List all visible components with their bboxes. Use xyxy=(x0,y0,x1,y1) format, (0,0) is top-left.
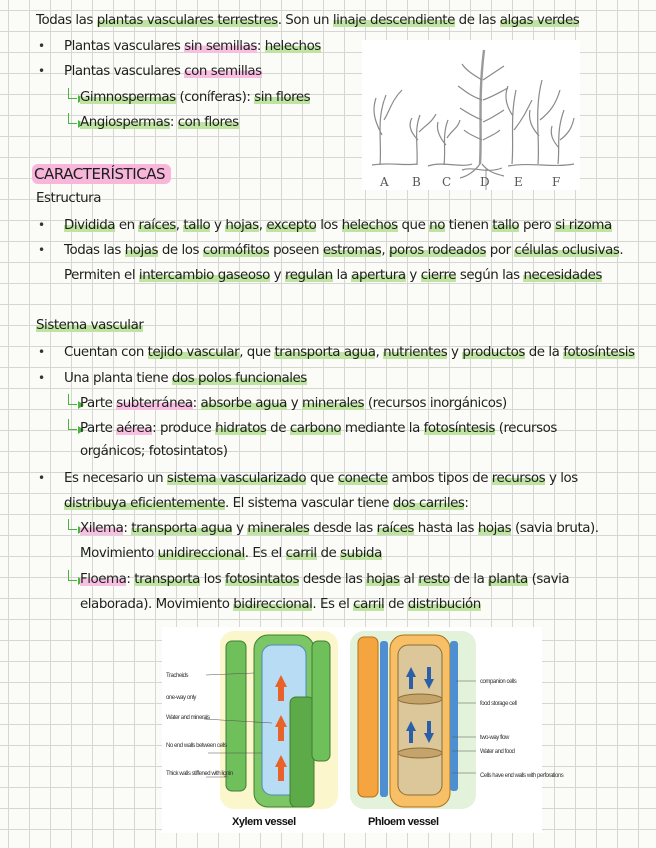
highlight: helechos xyxy=(341,218,398,233)
text: hasta las xyxy=(413,521,478,536)
bullet-icon: • xyxy=(38,471,45,485)
text: Todas las xyxy=(64,243,125,258)
text: y xyxy=(286,396,302,411)
highlight: transporta agua xyxy=(274,345,376,360)
figure-letter: F xyxy=(552,175,560,189)
highlight: apertura xyxy=(351,268,406,283)
bullet-icon: • xyxy=(38,218,45,232)
text: de xyxy=(266,421,290,436)
text: y xyxy=(405,268,421,283)
list-item xyxy=(64,470,578,488)
highlight: algas verdes xyxy=(499,13,580,28)
text: : xyxy=(123,521,132,536)
text: al xyxy=(399,572,419,587)
phloem-vessel-drawing xyxy=(358,635,458,807)
text: , xyxy=(375,345,384,360)
text: Todas las xyxy=(36,13,97,28)
subheading xyxy=(36,317,143,335)
text: (recursos inorgánicos) xyxy=(364,396,507,411)
highlight: poros rodeados xyxy=(388,243,486,258)
xylem-label: Water and minerals xyxy=(166,715,210,721)
text: (recursos xyxy=(494,421,557,436)
text: : xyxy=(192,396,201,411)
intro-line xyxy=(36,12,579,30)
text: : xyxy=(126,572,135,587)
bullet-icon: • xyxy=(38,371,45,385)
arrow-icon xyxy=(68,113,77,124)
text: Permiten el xyxy=(64,268,139,283)
text: : produce xyxy=(152,421,216,436)
highlight: no xyxy=(429,218,445,233)
figure-letter: A xyxy=(380,175,389,189)
highlight: planta xyxy=(488,572,528,587)
bullet-icon: • xyxy=(38,64,45,78)
list-item xyxy=(64,242,623,260)
list-item xyxy=(64,38,321,56)
text: , xyxy=(175,218,184,233)
text: la xyxy=(332,268,352,283)
text: Es necesario un xyxy=(64,471,167,486)
text: : xyxy=(464,496,469,511)
highlight: células oclusivas xyxy=(514,243,620,258)
vessel-figure xyxy=(162,627,564,833)
xylem-caption: Xylem vessel xyxy=(232,816,296,828)
highlight: sin flores xyxy=(254,90,311,105)
text: y xyxy=(232,521,248,536)
highlight: hojas xyxy=(366,572,400,587)
text: Una planta tiene xyxy=(64,371,172,386)
list-subitem xyxy=(80,89,310,107)
arrow-icon xyxy=(68,419,77,430)
phloem-caption: Phloem vessel xyxy=(368,816,439,828)
text: de las xyxy=(454,13,500,28)
highlight: regulan xyxy=(284,268,333,283)
text: ambos tipos de xyxy=(387,471,492,486)
text: Cuentan con xyxy=(64,345,148,360)
figure-letter: C xyxy=(442,175,451,189)
text: de xyxy=(316,546,341,561)
highlight: necesidades xyxy=(523,268,602,283)
figure-letter: E xyxy=(514,175,523,189)
text: : xyxy=(169,115,178,130)
text: los xyxy=(199,572,226,587)
text: . xyxy=(619,243,624,258)
highlight: resto xyxy=(418,572,450,587)
highlight: carbono xyxy=(289,421,342,436)
list-subitem-continuation: orgánicos; fotosintatos) xyxy=(80,444,228,459)
bullet-icon: • xyxy=(38,345,45,359)
text: de xyxy=(384,597,408,612)
highlight: tallo xyxy=(492,218,520,233)
highlight: tallo xyxy=(183,218,211,233)
list-subitem xyxy=(80,114,239,132)
highlight: excepto xyxy=(266,218,317,233)
text: desde las xyxy=(309,521,377,536)
highlight: dos polos funcionales xyxy=(171,371,307,386)
xylem-label: one-way only xyxy=(166,695,196,701)
phloem-label: companion cells xyxy=(480,679,517,685)
highlight: fotosintatos xyxy=(225,572,300,587)
bullet-icon: • xyxy=(38,39,45,53)
text: (coníferas): xyxy=(175,90,255,105)
text: Movimiento xyxy=(80,546,158,561)
highlight: cierre xyxy=(420,268,457,283)
highlight: helechos xyxy=(264,39,321,54)
highlight: distribuya eficientemente xyxy=(64,496,226,511)
text: Parte xyxy=(80,396,117,411)
highlight: subterránea xyxy=(116,396,193,411)
bullet-icon: • xyxy=(38,243,45,257)
list-item xyxy=(64,370,307,388)
text: . Son un xyxy=(277,13,333,28)
list-subitem xyxy=(80,395,507,413)
text: poseen xyxy=(269,243,323,258)
text: los xyxy=(316,218,342,233)
highlight: sin semillas xyxy=(184,39,257,54)
text: y xyxy=(447,345,463,360)
highlight: Gimnospermas xyxy=(80,90,176,105)
text: Plantas vasculares xyxy=(64,64,185,79)
highlight: dos carriles xyxy=(392,496,465,511)
text: que xyxy=(397,218,430,233)
highlight: recursos xyxy=(491,471,546,486)
text: por xyxy=(486,243,515,258)
phloem-label: two-way flow xyxy=(480,735,509,741)
highlight: Dividida xyxy=(64,218,116,233)
highlight: conecte xyxy=(337,471,388,486)
arrow-icon xyxy=(68,570,77,581)
highlight: estromas xyxy=(322,243,382,258)
text: desde las xyxy=(299,572,367,587)
arrow-icon xyxy=(68,394,77,405)
highlight: bidireccional xyxy=(233,597,313,612)
highlight: linaje descendiente xyxy=(332,13,455,28)
list-item xyxy=(64,344,635,362)
highlight: sistema vascularizado xyxy=(166,471,307,486)
highlight: fotosíntesis xyxy=(563,345,635,360)
text: tienen xyxy=(444,218,493,233)
highlight: Xilema xyxy=(80,521,124,536)
highlight: hojas xyxy=(124,243,159,258)
xylem-label: No end walls between cells xyxy=(166,743,227,749)
list-subitem-continuation xyxy=(80,545,382,563)
xylem-label: Thick walls stiffened with lignin xyxy=(166,771,233,777)
text: elaborada). Movimiento xyxy=(80,597,234,612)
highlight: unidireccional xyxy=(157,546,245,561)
text: que xyxy=(306,471,338,486)
highlight: fotosíntesis xyxy=(423,421,495,436)
text: (savia bruta). xyxy=(511,521,599,536)
highlight: hidratos xyxy=(215,421,267,436)
list-item-continuation xyxy=(64,267,602,285)
highlight: hojas xyxy=(477,521,512,536)
text: , xyxy=(381,243,389,258)
figure-letter: D xyxy=(480,175,490,189)
text: , que xyxy=(239,345,275,360)
highlight: transporta xyxy=(134,572,200,587)
text: de los xyxy=(158,243,203,258)
text: . Es el xyxy=(312,597,354,612)
highlight: raíces xyxy=(138,218,176,233)
highlight: hojas xyxy=(225,218,259,233)
text: de la xyxy=(449,572,489,587)
list-item xyxy=(64,63,262,81)
xylem-label: Tracheids xyxy=(166,673,189,679)
figure-letter: B xyxy=(412,175,421,189)
highlight: subida xyxy=(340,546,382,561)
highlight: transporta agua xyxy=(131,521,233,536)
text: según las xyxy=(456,268,524,283)
highlight: aérea xyxy=(116,421,153,436)
text: mediante la xyxy=(341,421,424,436)
text: Plantas vasculares xyxy=(64,39,185,54)
highlight: cormófitos xyxy=(202,243,270,258)
phloem-label: Cells have end walls with perforations xyxy=(480,773,564,779)
text: Parte xyxy=(80,421,117,436)
text: y los xyxy=(545,471,578,486)
highlight: raíces xyxy=(376,521,414,536)
list-subitem xyxy=(80,520,599,538)
highlight: Floema xyxy=(80,572,127,587)
text: (savia xyxy=(527,572,570,587)
arrow-icon xyxy=(68,88,77,99)
text: de la xyxy=(524,345,564,360)
text: : xyxy=(256,39,265,54)
phloem-label: food storage cell xyxy=(480,701,517,707)
highlight: plantas vasculares terrestres xyxy=(96,13,278,28)
highlight: distribución xyxy=(407,597,481,612)
text: . El sistema vascular tiene xyxy=(225,496,393,511)
text: en xyxy=(115,218,139,233)
text: y xyxy=(269,268,285,283)
highlight: carril xyxy=(285,546,317,561)
list-subitem xyxy=(80,571,569,589)
plant-evolution-figure xyxy=(362,40,580,190)
text: . Es el xyxy=(244,546,286,561)
highlight: Sistema vascular xyxy=(36,318,144,333)
highlight: nutrientes xyxy=(383,345,448,360)
subheading: Estructura xyxy=(36,191,101,206)
phloem-label: Water and food xyxy=(480,749,515,755)
highlight: carril xyxy=(353,597,385,612)
highlight: intercambio gaseoso xyxy=(138,268,270,283)
text: pero xyxy=(519,218,556,233)
list-item xyxy=(64,217,612,235)
section-heading: CARACTERÍSTICAS xyxy=(32,164,171,184)
text: y xyxy=(210,218,226,233)
highlight: si rizoma xyxy=(555,218,612,233)
highlight: minerales xyxy=(302,396,365,411)
highlight: Angiospermas xyxy=(80,115,170,130)
highlight: con flores xyxy=(177,115,239,130)
highlight: productos xyxy=(462,345,525,360)
list-subitem xyxy=(80,420,557,438)
list-subitem-continuation xyxy=(80,596,481,614)
highlight: tejido vascular xyxy=(147,345,240,360)
highlight: minerales xyxy=(247,521,310,536)
highlight: absorbe agua xyxy=(200,396,287,411)
text: , xyxy=(258,218,267,233)
arrow-icon xyxy=(68,519,77,530)
list-item-continuation xyxy=(64,495,468,513)
highlight: con semillas xyxy=(184,64,262,79)
